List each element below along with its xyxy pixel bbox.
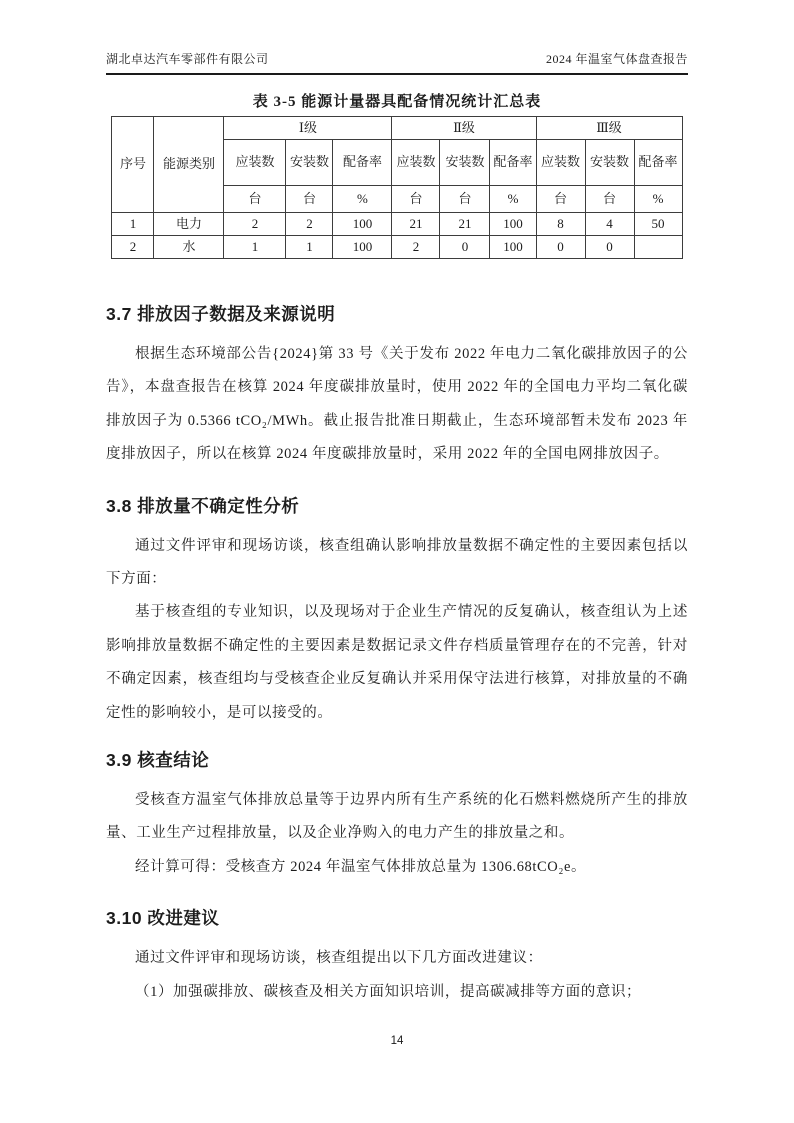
running-header [106,50,688,75]
paragraph: 通过文件评审和现场访谈，核查组提出以下几方面改进建议： [135,950,543,967]
cell-value: 100 [333,213,392,236]
col-header-installed: 安装数 [440,140,490,186]
paragraph: 根据生态环境部公告{2024}第 33 号《关于发布 2022 年电力二氧化碳排放因子的公告》，本盘查报告在核算 2024 年度碳排放量时，使用 2022 年的全国电力平均二氧化碳排放因子为 0.5366 tCO₂/MWh。截止报告批准日期截止，生态环境部暂未发布 2023 年度排放因子，所以在核算 2024 年度碳排放量时，采用 2022 年的全国电网排放因子。 [106,346,688,463]
unit-cell: % [333,186,392,213]
report-title: 2024 年温室气体盘查报告 [545,52,688,66]
cell-value: 21 [440,213,490,236]
table-caption: 表 3-5 能源计量器具配备情况统计汇总表 [252,94,542,110]
col-header-installed: 安装数 [286,140,333,186]
section-3-9-title: 3.9 核查结论 [106,750,210,771]
cell-energy-type: 水 [154,236,224,259]
paragraph: 经计算可得：受核查方 2024 年温室气体排放总量为 1306.68tCO₂e。 [135,858,587,875]
col-header-rate: 配备率 [634,140,682,186]
cell-value: 50 [634,213,682,236]
unit-cell: % [634,186,682,213]
cell-value: 100 [333,236,392,259]
col-header-installed: 安装数 [585,140,634,186]
section-3-8-title: 3.8 排放量不确定性分析 [106,495,300,516]
cell-energy-type: 电力 [154,213,224,236]
col-header-energy-type: 能源类别 [154,117,224,213]
cell-value: 0 [536,236,585,259]
col-header-rate: 配备率 [490,140,536,186]
unit-cell: 台 [536,186,585,213]
section-3-8 [106,493,688,730]
col-header-required: 应装数 [224,140,286,186]
section-3-7 [106,301,688,472]
cell-value: 2 [392,236,440,259]
page-number: 14 [390,1035,404,1047]
col-header-seq: 序号 [112,117,154,213]
table-row-water [112,236,682,259]
unit-cell: 台 [392,186,440,213]
col-header-rate: 配备率 [333,140,392,186]
cell-value: 2 [286,213,333,236]
cell-value: 1 [224,236,286,259]
company-name: 湖北卓达汽车零部件有限公司 [106,52,269,66]
unit-cell: % [490,186,536,213]
section-3-10 [106,905,688,1009]
paragraph: 通过文件评审和现场访谈，核查组确认影响排放量数据不确定性的主要因素包括以下方面： [106,537,688,588]
section-3-7-title: 3.7 排放因子数据及来源说明 [106,304,336,324]
cell-value: 2 [224,213,286,236]
col-header-level3: Ⅲ级 [536,117,682,140]
cell-value: 0 [440,236,490,259]
cell-value: 100 [490,213,536,236]
col-header-level2: Ⅱ级 [392,117,536,140]
cell-value: 100 [490,236,536,259]
cell-value: 0 [585,236,634,259]
unit-cell: 台 [585,186,634,213]
cell-value: 21 [392,213,440,236]
section-3-10-title: 3.10 改进建议 [106,908,220,929]
meter-summary-table [111,116,682,259]
paragraph: （1）加强碳排放、碳核查及相关方面知识培训，提高碳减排等方面的意识； [135,983,642,1000]
table-row-electricity [112,213,682,236]
cell-value: 4 [585,213,634,236]
unit-cell: 台 [440,186,490,213]
paragraph: 基于核查组的专业知识，以及现场对于企业生产情况的反复确认，核查组认为上述影响排放量数据不确定性的主要因素是数据记录文件存档质量管理存在的不完善，针对不确定因素，核查组均与受核查企业反复确认并采用保守法进行核算，对排放量的不确定性的影响较小，是可以接受的。 [106,604,688,721]
unit-cell: 台 [286,186,333,213]
paragraph: 受核查方温室气体排放总量等于边界内所有生产系统的化石燃料燃烧所产生的排放量、工业生产过程排放量，以及企业净购入的电力产生的排放量之和。 [106,792,688,842]
col-header-required: 应装数 [392,140,440,186]
unit-cell: 台 [224,186,286,213]
cell-value: 1 [286,236,333,259]
section-3-9 [106,747,688,884]
cell-seq: 1 [112,213,154,236]
cell-value: 8 [536,213,585,236]
col-header-level1: Ⅰ级 [224,117,392,140]
col-header-required: 应装数 [536,140,585,186]
cell-value [634,236,682,259]
cell-seq: 2 [112,236,154,259]
